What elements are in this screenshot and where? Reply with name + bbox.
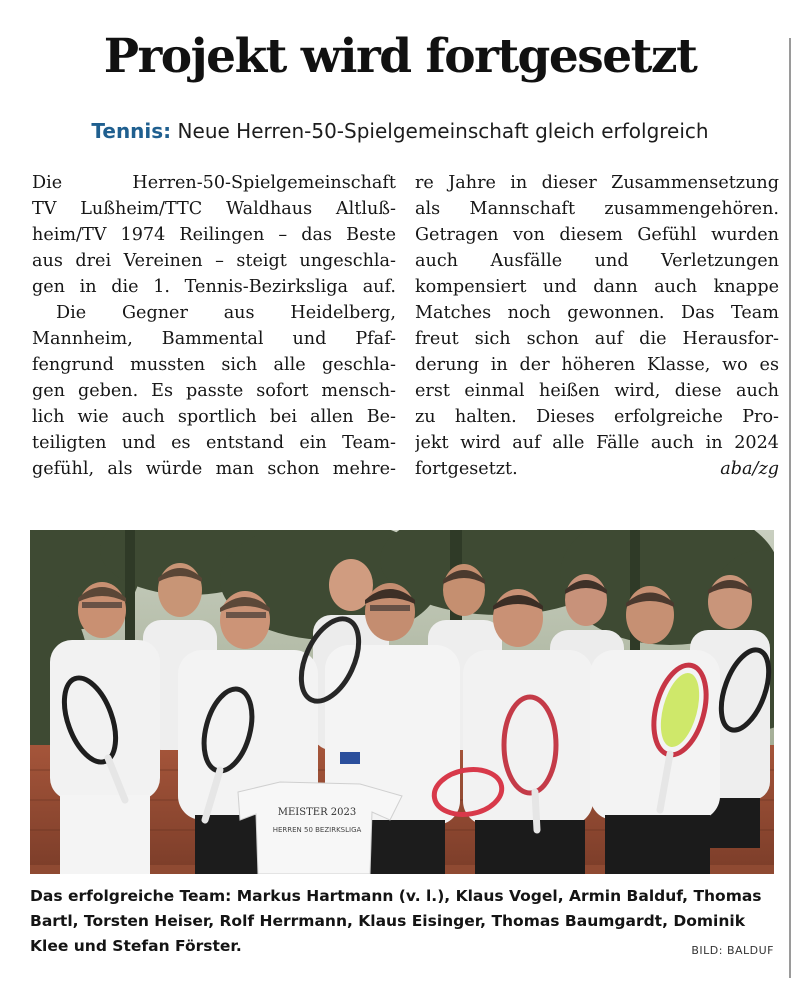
text-line: Die Herren-50-Spielgemeinschaft [32,173,396,193]
text-line: aus drei Vereinen – steigt ungeschla- [32,251,396,271]
shirt-text-top: MEISTER 2023 [277,807,357,818]
text-line: gen in die 1. Tennis-Bezirksliga auf. [32,277,396,297]
text-line: Matches noch gewonnen. Das Team [415,303,779,323]
text-line: re Jahre in dieser Zusammensetzung [415,173,779,193]
subheadline-text: Neue Herren-50-Spielgemeinschaft gleich erfolgreich [177,119,709,143]
text-column-left [32,170,396,482]
shirt-text-bottom: HERREN 50 BEZIRKSLIGA [272,826,362,834]
headline: Projekt wird fortgesetzt [103,29,697,84]
text-line: erst einmal heißen wird, diese auch [415,381,779,401]
photo-credit: BILD: BALDUF [691,944,774,957]
column-rule [789,38,791,978]
text-line: kompensiert und dann auch knappe [415,277,779,297]
text-line: teiligten und es entstand ein Team- [32,433,396,453]
text-line: Die Gegner aus Heidelberg, [56,303,396,323]
text-column-right [415,170,779,482]
text-line: auch Ausfälle und Verletzungen [415,251,779,271]
text-line-last [415,456,779,482]
text-line: heim/TV 1974 Reilingen – das Beste [32,225,396,245]
kicker: Tennis: [91,119,172,143]
text-line: jekt wird auf alle Fälle auch in 2024 [415,433,779,453]
text-line-end: fortgesetzt. [415,459,518,479]
text-line: Mannheim, Bammental und Pfaf- [32,329,396,349]
subheadline [0,117,800,145]
photo-caption: Das erfolgreiche Team: Markus Hartmann (v. l.), Klaus Vogel, Armin Balduf, Thomas Bartl, Torsten Heiser, Rolf Herrmann, Klaus Eisinger, Thomas Baumgardt, Dominik Klee und Stefan Förster. [30,887,762,955]
author-tag: aba/zg [720,459,779,479]
text-line: gefühl, als würde man schon mehre- [32,459,396,479]
text-line: Getragen von diesem Gefühl wurden [415,225,779,245]
text-line: lich wie auch sportlich bei allen Be- [32,407,396,427]
text-line: TV Lußheim/TTC Waldhaus Altluß- [32,199,396,219]
text-line: fengrund mussten sich alle geschla- [32,355,396,375]
text-line: derung in der höheren Klasse, wo es [415,355,779,375]
text-line: als Mannschaft zusammengehören. [415,199,779,219]
team-photo [30,530,774,874]
text-line: freut sich schon auf die Herausfor- [415,329,779,349]
text-line: zu halten. Dieses erfolgreiche Pro- [415,407,779,427]
text-line: gen geben. Es passte sofort mensch- [32,381,396,401]
